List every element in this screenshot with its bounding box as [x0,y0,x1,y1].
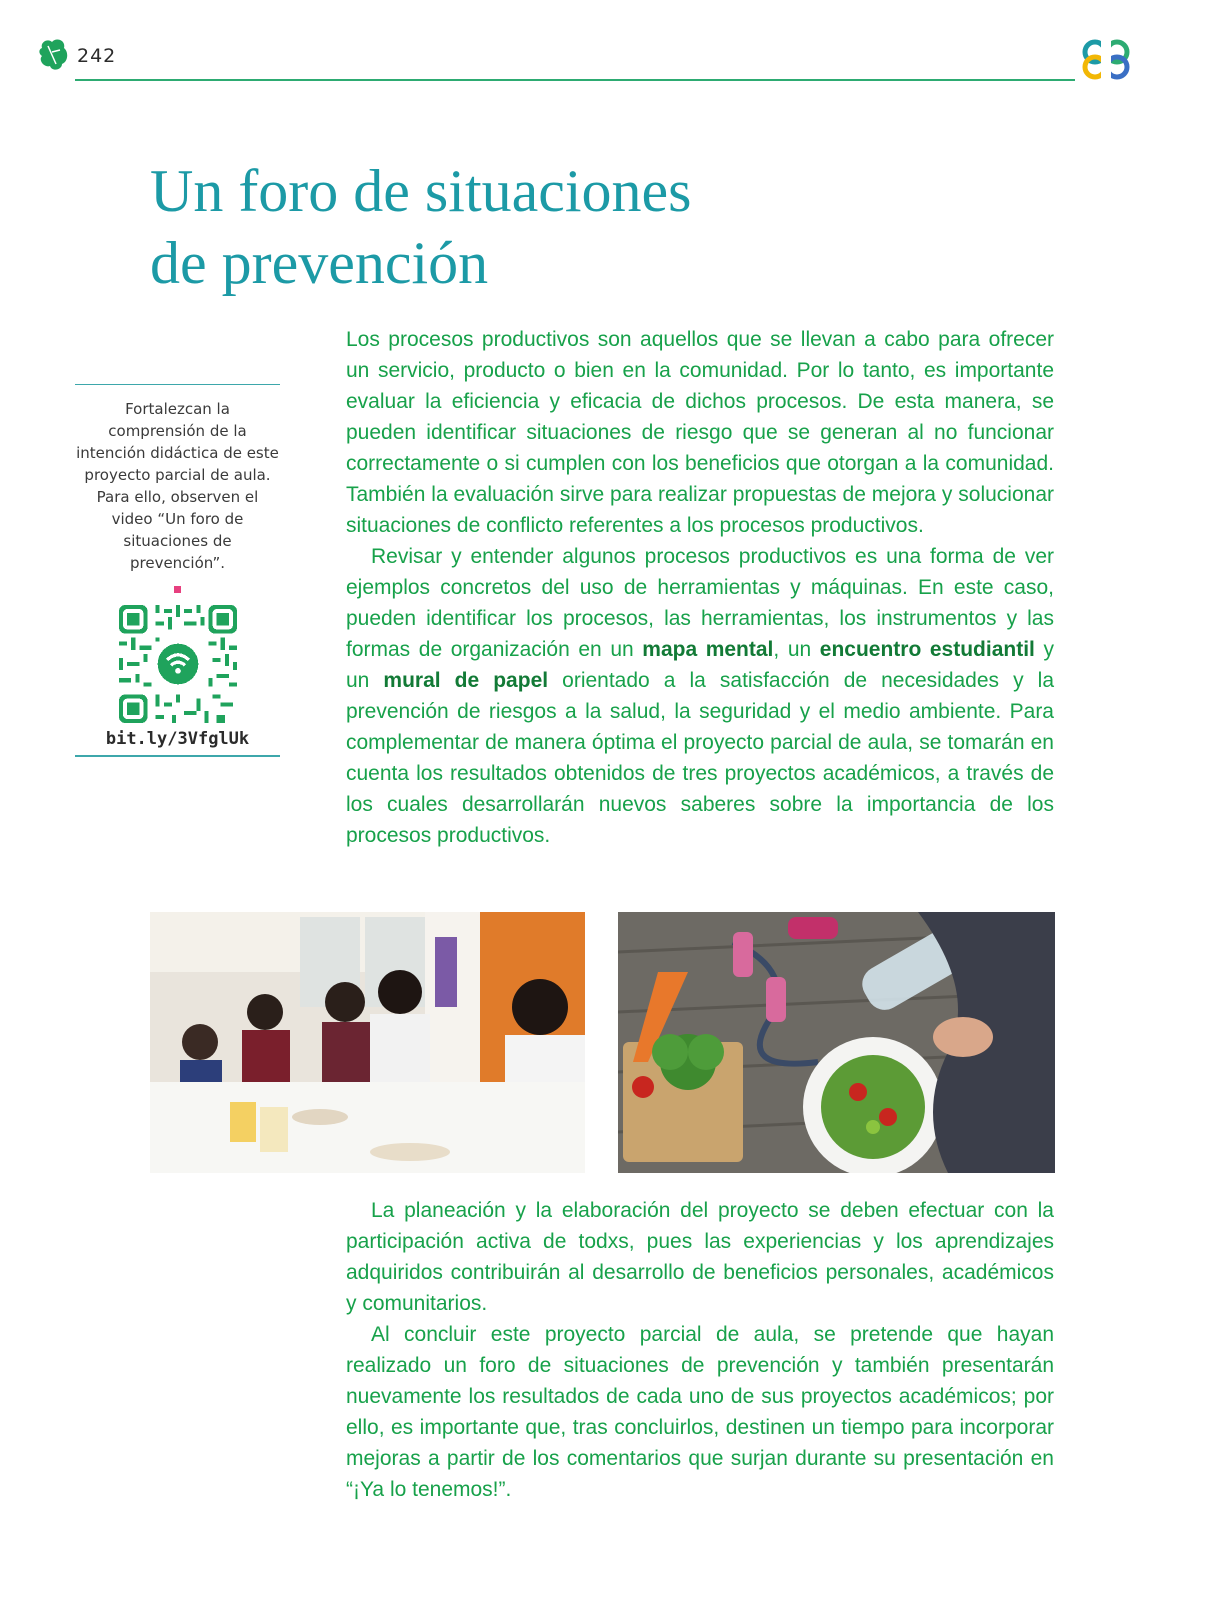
sidebar-text: Fortalezcan la comprensión de la intención didáctica de este proyecto parcial de aula. Para ello, observen el video “Un foro de situaciones de prevención”. [76,400,279,572]
paragraph-4: Al concluir este proyecto parcial de aula, se pretende que hayan realizado un foro de situaciones de prevención y también presentarán nuevamente los resultados de cada uno de sus proyectos académicos; por ello, es importante que, tras concluirlos, destinen un tiempo para incorporar mejoras a partir de los comentarios que surjan durante su presentación en “¡Ya lo tenemos!”. [346,1323,1054,1501]
sidebar-bottom-rule [75,755,280,757]
students-eating-photo [150,912,585,1173]
interlocking-rings-logo-icon [1081,34,1131,84]
paragraph-2-text-4: orientado a la satisfacción de necesidades y la prevención de riesgos a la salud, la seguridad y el medio ambiente. Para complementar de manera óptima el proyecto parcial de aula, se tomarán en cuenta los resultados obtenidos de tres proyectos académicos, a través de los cuales desarrollarán nuevos saberes sobre la importancia de los procesos productivos. [346,669,1054,847]
sidebar-top-rule [75,384,280,385]
page-header [0,0,1214,100]
paragraph-1: Los procesos productivos son aquellos que se llevan a cabo para ofrecer un servicio, producto o bien en la comunidad. Por lo tanto, es importante evaluar la eficiencia y eficacia de dichos procesos. De esta manera, se pueden identificar situaciones de riesgo que se generan al no funcionar correctamente o si cumplen con los beneficios que otorgan a la comunidad. También la evaluación sirve para realizar propuestas de mejora y solucionar situaciones de conflicto referentes a los procesos productivos. [346,328,1054,537]
students-eating-illustration [150,912,585,1173]
title-line-2: de prevención [150,230,489,296]
title-line-1: Un foro de situaciones [150,158,692,224]
leaf-icon [38,38,70,72]
page-number: 242 [77,45,117,67]
healthy-food-illustration [618,912,1055,1173]
page-title [150,155,950,299]
term-encuentro-estudiantil: encuentro estudiantil [819,638,1035,661]
paragraph-2 [346,541,1054,851]
body-text-upper [346,324,1054,851]
paragraph-2-text-1: Revisar y entender algunos procesos productivos es una forma de ver ejemplos concretos del uso de herramientas y máquinas. En este caso, pueden identificar los procesos, las herramientas, los instrumentos y las formas de organización en un [346,545,1054,661]
header-divider [75,79,1075,81]
video-sidebar [75,384,280,757]
video-link[interactable]: bit.ly/3VfglUk [105,729,250,749]
paragraph-2-text-3: y un [346,638,1054,692]
paragraph-3: La planeación y la elaboración del proyecto se deben efectuar con la participación activa de todxs, pues las experiencias y los aprendizajes adquiridos contribuirán al desarrollo de beneficios personales, académicos y comunitarios. [346,1199,1054,1315]
term-mapa-mental: mapa mental [642,638,774,661]
paragraph-2-text-2: , un [773,638,820,661]
body-text-lower [346,1195,1054,1505]
qr-code-icon[interactable] [119,605,237,723]
term-mural-de-papel: mural de papel [383,669,549,692]
pink-marker [174,586,181,593]
healthy-food-exercise-photo [618,912,1055,1173]
